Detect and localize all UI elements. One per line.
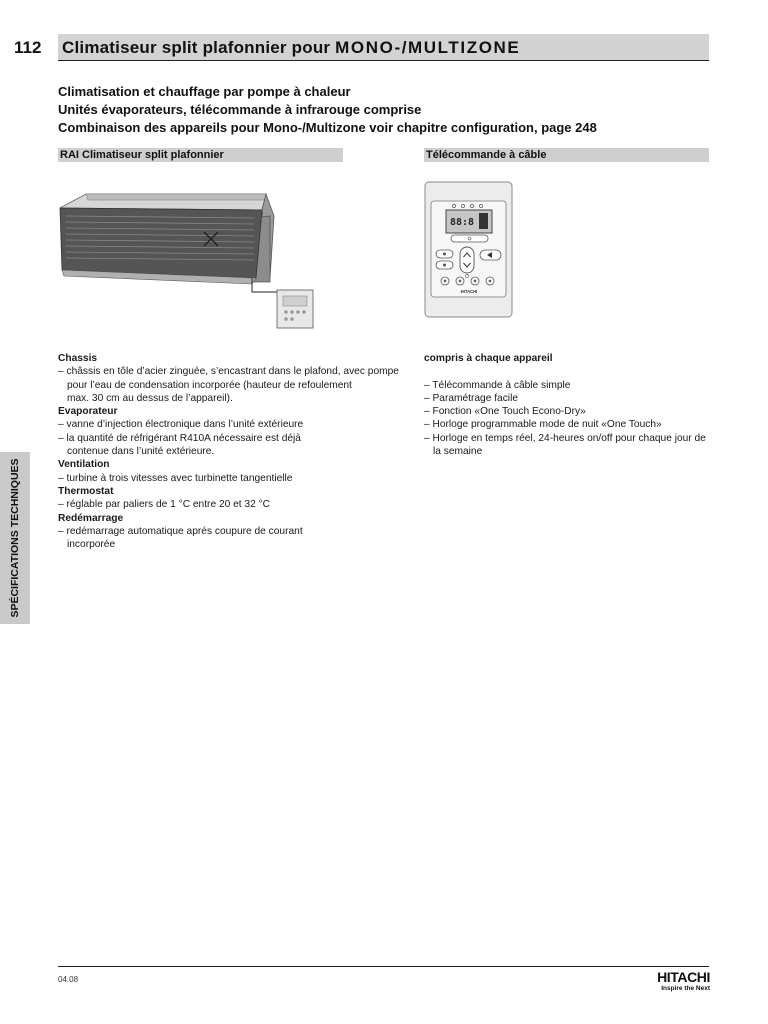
brand-name: HITACHI xyxy=(657,969,710,985)
spec-item: – redémarrage automatique aprés coupure de courant xyxy=(58,525,303,537)
intro-line: Unités évaporateurs, télécommande à infrarouge comprise xyxy=(58,102,422,117)
ceiling-unit-illustration xyxy=(56,186,326,331)
intro-block xyxy=(58,83,718,137)
remote-display-readout: 88:8 xyxy=(450,217,475,228)
intro-line: Climatisation et chauffage par pompe à chaleur xyxy=(58,84,351,99)
spec-text: contenue dans l’unité extérieure. xyxy=(67,446,215,458)
spec-heading: Ventilation xyxy=(58,459,110,471)
spec-item: – Télécommande à câble simple xyxy=(424,379,571,391)
footer-divider xyxy=(58,966,709,967)
spec-heading: Redémarrage xyxy=(58,512,124,524)
remote-specifications xyxy=(424,352,714,458)
spec-heading: Chassis xyxy=(58,353,98,364)
brand-slogan: Inspire the Next xyxy=(661,985,710,992)
spec-item: – turbine à trois vitesses avec turbinette tangentielle xyxy=(58,472,293,484)
title-prefix: Climatiseur split plafonnier pour xyxy=(62,38,336,57)
spec-text: max. 30 cm au dessus de l’appareil). xyxy=(67,392,233,404)
spec-heading: Evaporateur xyxy=(58,406,118,418)
spec-text: la semaine xyxy=(433,446,483,458)
remote-brand-label: HITACHI xyxy=(460,289,478,294)
spec-item: – réglable par paliers de 1 °C entre 20 et 32 °C xyxy=(58,499,271,511)
unit-specifications xyxy=(58,352,403,551)
spec-item: – châssis en tôle d’acier zinguée, s’encastrant dans le plafond, avec pompe xyxy=(58,366,399,378)
spec-item: – Horloge en temps réel, 24-heures on/off pour chaque jour de xyxy=(424,432,706,444)
intro-line: Combinaison des appareils pour Mono-/Multizone voir chapitre configuration, page 248 xyxy=(58,120,597,135)
section-heading-unit: RAI Climatiseur split plafonnier xyxy=(58,148,343,162)
spec-item: – Horloge programmable mode de nuit «One Touch» xyxy=(424,419,662,431)
spec-gap xyxy=(424,365,714,378)
spec-item: – Paramétrage facile xyxy=(424,392,519,404)
page-number: 112 xyxy=(14,38,42,57)
spec-heading: compris à chaque appareil xyxy=(424,353,553,364)
spec-item: – Fonction «One Touch Econo-Dry» xyxy=(424,406,586,418)
spec-text: incorporée xyxy=(67,539,116,551)
brand-logo xyxy=(640,970,710,992)
spec-text: pour l’eau de condensation incorporée (hauteur de refoulement xyxy=(67,379,352,391)
page-title xyxy=(58,34,709,61)
section-heading-remote: Télécommande à câble xyxy=(424,148,709,162)
spec-item: – la quantité de réfrigérant R410A nécessaire est déjà xyxy=(58,432,301,444)
side-section-tab xyxy=(0,452,30,624)
title-emphasis: MONO-/MULTIZONE xyxy=(335,38,521,57)
spec-item: – vanne d’injection électronique dans l’unité extérieure xyxy=(58,419,304,431)
spec-heading: Thermostat xyxy=(58,485,114,497)
wired-remote-illustration xyxy=(424,181,514,319)
side-tab-label: SPÉCIFICATIONS TECHNIQUES xyxy=(9,458,21,618)
footer-date: 04.08 xyxy=(58,975,79,984)
